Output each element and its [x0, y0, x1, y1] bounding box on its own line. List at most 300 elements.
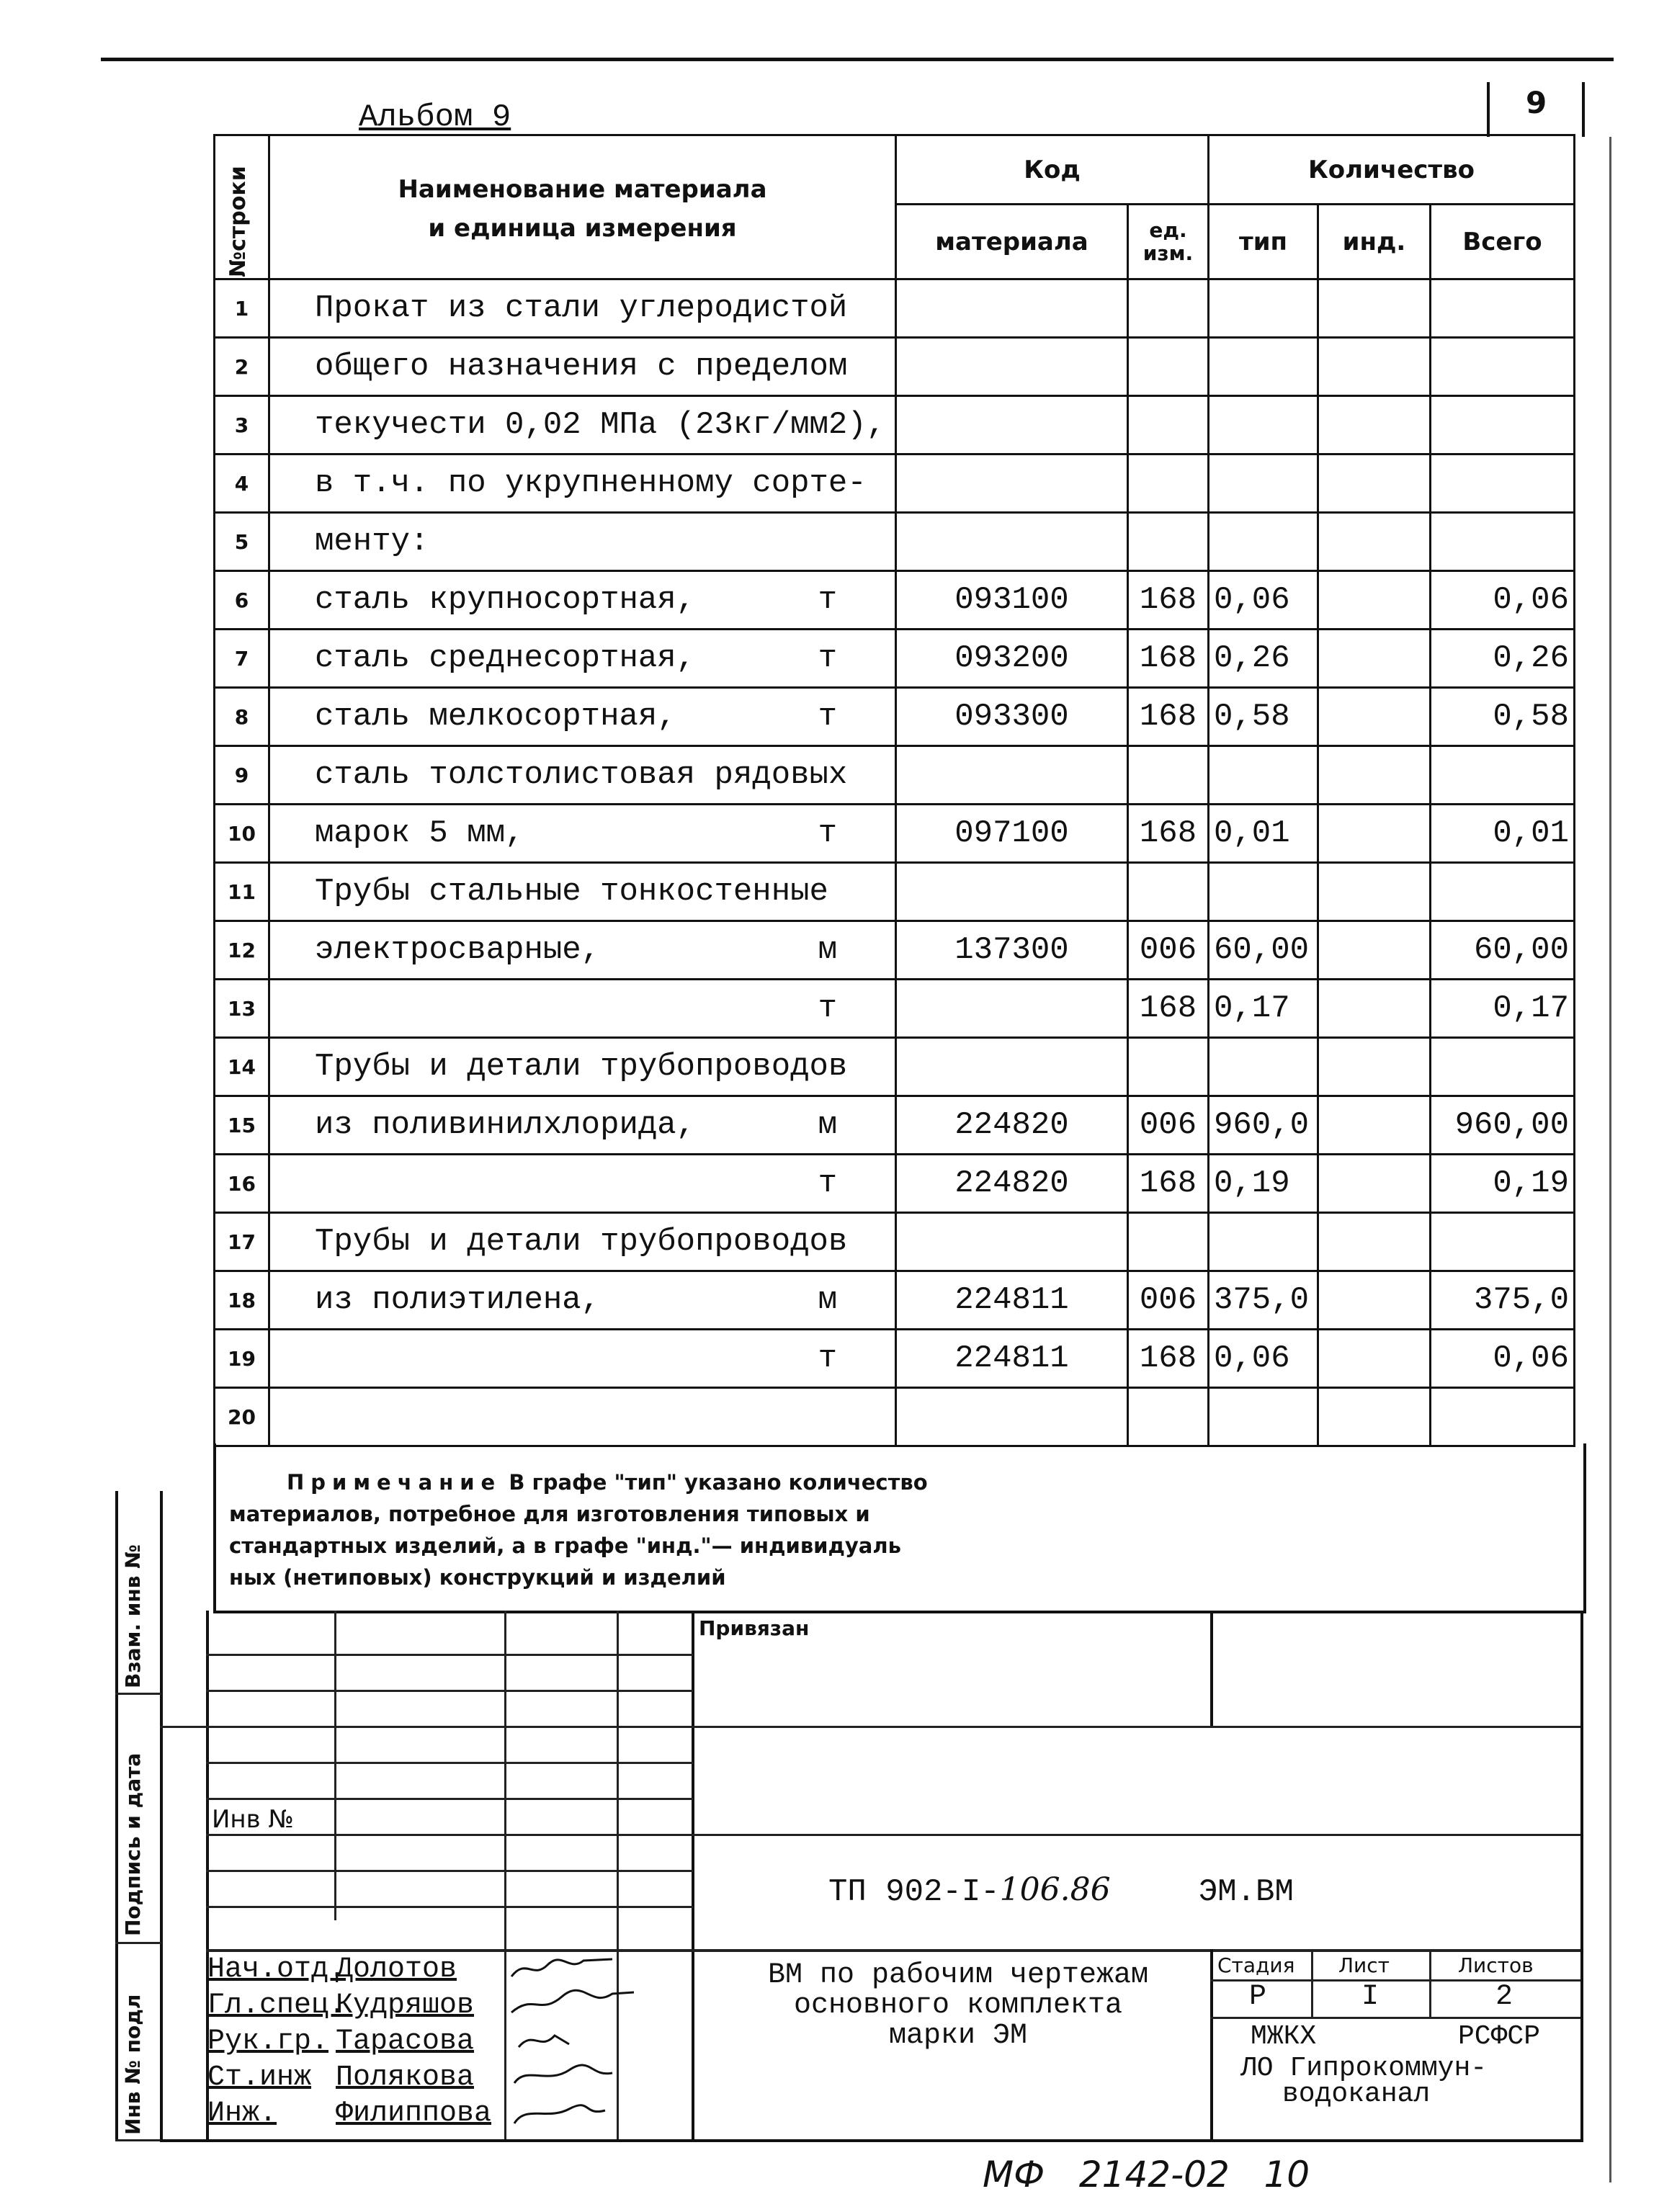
sheet-value: I: [1361, 1981, 1379, 2013]
unit-header-line2: изм.: [1142, 241, 1194, 265]
material-name-text: из полиэтилена,: [315, 1282, 601, 1318]
signature-1: [511, 1959, 612, 1976]
material-name-text: текучести 0,02 МПа (23кг/мм2),: [315, 407, 886, 443]
material-code: [896, 1213, 1128, 1271]
unit-code: [1128, 1213, 1209, 1271]
qty-total: [1431, 1213, 1575, 1271]
qty-typ-text: 0,58: [1214, 699, 1290, 735]
stamp-row-6: [206, 1834, 693, 1836]
table-row: [215, 513, 1575, 571]
qty-total: [1431, 513, 1575, 571]
material-code: [896, 746, 1128, 805]
qty-typ-text: 0,01: [1214, 815, 1290, 851]
qty-typ: [1209, 863, 1318, 921]
material-name-text: менту:: [315, 524, 429, 560]
material-code: [896, 396, 1128, 455]
material-name-text: Трубы стальные тонкостенные: [315, 874, 828, 910]
unit-code: [1128, 688, 1209, 746]
qty-typ: [1209, 1155, 1318, 1213]
page-number: 9: [1526, 85, 1547, 120]
material-code-text: 224811: [954, 1340, 1069, 1376]
material-name: [269, 1330, 896, 1388]
qty-total: [1431, 1038, 1575, 1096]
unit-code: [1128, 455, 1209, 513]
row-number-text: 11: [228, 879, 256, 904]
row-number: [215, 863, 269, 921]
material-name: [269, 279, 896, 338]
row-number-text: 16: [228, 1171, 256, 1196]
quantity-header: Количество: [1209, 135, 1575, 205]
material-code: [896, 1330, 1128, 1388]
org-line1: МЖКХ: [1251, 2021, 1317, 2052]
qty-ind: [1318, 455, 1431, 513]
stamp-upper-split: [1210, 1611, 1213, 1726]
qty-typ-text: 60,00: [1214, 932, 1310, 968]
unit-code: [1128, 980, 1209, 1038]
material-code-text: 093200: [954, 640, 1069, 676]
qty-typ-text: 0,26: [1214, 640, 1290, 676]
row-number: [215, 513, 269, 571]
qty-typ: [1209, 688, 1318, 746]
unit-header-line1: ед.: [1149, 218, 1187, 242]
material-code-text: 097100: [954, 815, 1069, 851]
unit-of-measure: т: [818, 1340, 837, 1376]
row-number: [215, 396, 269, 455]
material-code-text: 093300: [954, 699, 1069, 735]
material-name-text: Трубы и детали трубопроводов: [315, 1224, 848, 1260]
org-line3: водоканал: [1282, 2079, 1431, 2110]
sheets-value: 2: [1495, 1981, 1513, 2013]
row-number: [215, 455, 269, 513]
qty-total-text: 60,00: [1473, 932, 1569, 968]
qty-total-text: 0,19: [1493, 1165, 1569, 1201]
table-row: [215, 1096, 1575, 1155]
table-row: [215, 455, 1575, 513]
qty-typ: [1209, 571, 1318, 630]
material-code: [896, 513, 1128, 571]
org-line2: ЛО Гипрокоммун-: [1240, 2053, 1488, 2084]
row-number-text: 15: [228, 1113, 256, 1137]
stamp-title: [720, 1961, 1196, 2051]
unit-code: [1128, 338, 1209, 396]
material-code: [896, 1388, 1128, 1446]
unit-code: [1128, 513, 1209, 571]
qty-total-text: 0,01: [1493, 815, 1569, 851]
material-code-text: 224820: [954, 1165, 1069, 1201]
person-name: Тарасова: [336, 2025, 475, 2058]
doc-mark: ЭМ.ВМ: [1198, 1874, 1294, 1910]
unit-code: [1128, 1271, 1209, 1330]
qty-typ: [1209, 746, 1318, 805]
person-role: Рук.гр.: [207, 2025, 329, 2058]
qty-ind: [1318, 1330, 1431, 1388]
row-number-text: 8: [234, 704, 249, 729]
qty-ind: [1318, 396, 1431, 455]
qty-ind: [1318, 571, 1431, 630]
material-name: [269, 396, 896, 455]
note-line4: ных (нетиповых) конструкций и изделий: [229, 1565, 726, 1590]
qty-typ-text: 0,19: [1214, 1165, 1290, 1201]
unit-code-text: 168: [1139, 582, 1197, 618]
qty-ind: [1318, 279, 1431, 338]
material-name-text: Трубы и детали трубопроводов: [315, 1049, 848, 1085]
qty-ind: [1318, 1388, 1431, 1446]
qty-ind: [1318, 746, 1431, 805]
table-row: [215, 279, 1575, 338]
qty-typ: [1209, 921, 1318, 980]
qty-total: [1431, 805, 1575, 863]
qty-ind: [1318, 1155, 1431, 1213]
side-label-inv-podl: Инв № подл: [121, 1994, 145, 2135]
margin-strip-left: [115, 1491, 118, 2139]
margin-strip-sep2: [115, 1942, 161, 1944]
qty-typ: [1209, 455, 1318, 513]
side-label-podpis: Подпись и дата: [121, 1752, 145, 1936]
row-number-text: 3: [234, 413, 249, 437]
stamp-code-top: [692, 1834, 1580, 1836]
qty-typ-text: 375,0: [1214, 1282, 1310, 1318]
qty-total: [1431, 455, 1575, 513]
signature-4: [514, 2065, 612, 2083]
row-number: [215, 1096, 269, 1155]
unit-code: [1128, 863, 1209, 921]
side-label-vzam: Взам. инв №: [121, 1544, 145, 1688]
unit-code-text: 168: [1139, 815, 1197, 851]
table-row: [215, 1038, 1575, 1096]
material-code: [896, 1038, 1128, 1096]
stamp-stage-col2: [1429, 1949, 1431, 2017]
margin-strip-sep1: [115, 1693, 161, 1695]
row-number-text: 1: [234, 296, 249, 321]
note-line3: стандартных изделий, а в графе "инд."— индивидуаль: [229, 1533, 901, 1558]
material-name: [269, 338, 896, 396]
signature-2: [511, 1990, 634, 2012]
row-number-text: 12: [228, 938, 256, 962]
signature-5: [514, 2105, 605, 2123]
unit-of-measure: т: [818, 640, 837, 676]
material-name-text: марок 5 мм,: [315, 815, 524, 851]
note-line2: материалов, потребное для изготовления типовых и: [229, 1502, 870, 1526]
qty-typ: [1209, 1271, 1318, 1330]
material-name-text: из поливинилхлорида,: [315, 1107, 696, 1143]
unit-code-text: 168: [1139, 990, 1197, 1026]
unit-of-measure: т: [818, 815, 837, 851]
row-number-text: 10: [228, 821, 256, 846]
specification-table: [213, 134, 1575, 1447]
unit-code: [1128, 1096, 1209, 1155]
material-code: [896, 571, 1128, 630]
material-name: [269, 1038, 896, 1096]
qty-ind: [1318, 513, 1431, 571]
row-number-text: 13: [228, 996, 256, 1021]
name-header-line1: Наименование материала: [398, 175, 767, 204]
unit-of-measure: т: [818, 582, 837, 618]
note-title: Примечание: [287, 1470, 502, 1495]
row-number-text: 4: [234, 471, 249, 496]
signature-3: [519, 2036, 569, 2047]
row-no-header: [215, 135, 269, 279]
material-code: [896, 1096, 1128, 1155]
stamp-title-line3: марки ЭМ: [888, 2020, 1028, 2052]
document-code: [828, 1871, 1294, 1910]
stamp-stage-col1: [1311, 1949, 1313, 2017]
qty-total-text: 0,06: [1493, 582, 1569, 618]
qty-total: [1431, 1271, 1575, 1330]
row-number: [215, 921, 269, 980]
qty-typ-text: 0,17: [1214, 990, 1290, 1026]
table-row: [215, 863, 1575, 921]
row-number-text: 20: [228, 1405, 256, 1429]
material-code: [896, 980, 1128, 1038]
person-name: Кудряшов: [336, 1989, 475, 2022]
material-name: [269, 746, 896, 805]
stamp-row-8: [206, 1906, 693, 1908]
code-header: Код: [896, 135, 1209, 205]
unit-code: [1128, 1388, 1209, 1446]
qty-total-text: 0,17: [1493, 990, 1569, 1026]
qty-ind: [1318, 338, 1431, 396]
table-row: [215, 1155, 1575, 1213]
material-name-text: сталь крупносортная,: [315, 582, 696, 618]
qty-typ: [1209, 1096, 1318, 1155]
stamp-row-3: [160, 1726, 693, 1728]
album-title: Альбом 9: [359, 99, 511, 135]
stamp-upper-bottom: [692, 1726, 1580, 1728]
row-number: [215, 1038, 269, 1096]
material-name: [269, 630, 896, 688]
table-row: [215, 630, 1575, 688]
qty-total-text: 0,06: [1493, 1340, 1569, 1376]
table-row: [215, 980, 1575, 1038]
unit-code-text: 006: [1139, 932, 1197, 968]
material-code: [896, 338, 1128, 396]
unit-code: [1128, 746, 1209, 805]
row-number-text: 6: [234, 588, 249, 612]
stamp-row-7: [206, 1870, 693, 1872]
material-name: [269, 1155, 896, 1213]
qty-total: [1431, 630, 1575, 688]
row-number-text: 17: [228, 1230, 256, 1254]
note-text: [229, 1467, 928, 1593]
unit-code-text: 006: [1139, 1282, 1197, 1318]
table-row: [215, 1388, 1575, 1446]
qty-typ-text: 0,06: [1214, 1340, 1290, 1376]
person-role: Гл.спец.: [207, 1989, 346, 2022]
row-no-header-text: №строки: [225, 166, 251, 277]
material-code: [896, 455, 1128, 513]
material-name-text: в т.ч. по укрупненному сорте-: [315, 465, 867, 501]
stamp-row-4: [206, 1762, 693, 1764]
unit-code-text: 168: [1139, 699, 1197, 735]
material-code: [896, 921, 1128, 980]
material-name-text: электросварные,: [315, 932, 601, 968]
unit-code-text: 168: [1139, 1340, 1197, 1376]
qty-ind: [1318, 805, 1431, 863]
material-name: [269, 455, 896, 513]
unit-code-text: 168: [1139, 640, 1197, 676]
qty-total-text: 0,26: [1493, 640, 1569, 676]
unit-of-measure: м: [818, 1107, 837, 1143]
total-header: Всего: [1431, 205, 1575, 279]
row-number: [215, 1388, 269, 1446]
qty-total: [1431, 396, 1575, 455]
typ-header: тип: [1209, 205, 1318, 279]
stamp-title-split: [1210, 1949, 1213, 2139]
qty-typ: [1209, 1213, 1318, 1271]
qty-typ: [1209, 980, 1318, 1038]
table-row: [215, 571, 1575, 630]
row-number: [215, 1330, 269, 1388]
table-row: [215, 1213, 1575, 1271]
person-name: Филиппова: [336, 2097, 492, 2130]
person-role: Ст.инж: [207, 2061, 312, 2094]
stamp-row-2: [206, 1690, 693, 1692]
signatures: [504, 1951, 648, 2139]
doc-code-print: ТП 902-I-: [828, 1874, 1000, 1910]
stamp-row-1: [206, 1654, 693, 1656]
unit-code: [1128, 1330, 1209, 1388]
table-row: [215, 746, 1575, 805]
row-number: [215, 630, 269, 688]
material-code: [896, 805, 1128, 863]
unit-of-measure: т: [818, 990, 837, 1026]
material-name: [269, 1271, 896, 1330]
material-code-text: 093100: [954, 582, 1069, 618]
stamp-row-5: [206, 1798, 693, 1800]
table-row: [215, 1271, 1575, 1330]
org-line1b: РСФСР: [1458, 2021, 1541, 2052]
unit-code-text: 168: [1139, 1165, 1197, 1201]
qty-typ: [1209, 513, 1318, 571]
row-number: [215, 1213, 269, 1271]
footer-handwritten: МФ 2142-02 10: [983, 2154, 1310, 2195]
unit-code: [1128, 396, 1209, 455]
qty-ind: [1318, 1271, 1431, 1330]
qty-total: [1431, 1096, 1575, 1155]
stamp-title-line2: основного комплекта: [793, 1989, 1123, 2022]
material-name: [269, 805, 896, 863]
stamp-stage-val-row: [1210, 2017, 1580, 2019]
material-code: [896, 688, 1128, 746]
material-name: [269, 571, 896, 630]
material-code: [896, 630, 1128, 688]
qty-total-text: 960,00: [1454, 1107, 1569, 1143]
margin-strip-sep3: [115, 2139, 161, 2141]
qty-total: [1431, 980, 1575, 1038]
person-role: Нач.отд.: [207, 1953, 346, 1986]
qty-typ: [1209, 1038, 1318, 1096]
table-row: [215, 1330, 1575, 1388]
unit-code: [1128, 630, 1209, 688]
qty-total: [1431, 1388, 1575, 1446]
qty-ind: [1318, 688, 1431, 746]
qty-typ-text: 960,0: [1214, 1107, 1310, 1143]
doc-code-hand: 106.86: [999, 1871, 1111, 1908]
unit-code: [1128, 279, 1209, 338]
qty-ind: [1318, 921, 1431, 980]
material-name-text: сталь мелкосортная,: [315, 699, 676, 735]
material-name-text: сталь среднесортная,: [315, 640, 696, 676]
qty-total-text: 0,58: [1493, 699, 1569, 735]
row-number: [215, 980, 269, 1038]
material-code: [896, 1155, 1128, 1213]
privyazan-label: Привязан: [699, 1616, 810, 1640]
material-code: [896, 863, 1128, 921]
unit-code-text: 006: [1139, 1107, 1197, 1143]
table-row: [215, 338, 1575, 396]
qty-total: [1431, 921, 1575, 980]
material-name: [269, 1388, 896, 1446]
qty-typ: [1209, 1388, 1318, 1446]
qty-ind: [1318, 980, 1431, 1038]
material-code: [896, 1271, 1128, 1330]
sheet-label: Лист: [1338, 1953, 1390, 1977]
qty-typ: [1209, 1330, 1318, 1388]
qty-total: [1431, 571, 1575, 630]
qty-typ: [1209, 630, 1318, 688]
qty-ind: [1318, 1213, 1431, 1271]
person-role: Инж.: [207, 2097, 277, 2130]
sheets-label: Листов: [1458, 1953, 1534, 1977]
qty-ind: [1318, 630, 1431, 688]
qty-typ: [1209, 805, 1318, 863]
stage-label: Стадия: [1217, 1953, 1295, 1977]
unit-of-measure: м: [818, 932, 837, 968]
material-name: [269, 688, 896, 746]
qty-total-text: 375,0: [1473, 1282, 1569, 1318]
material-name: [269, 513, 896, 571]
qty-ind: [1318, 1096, 1431, 1155]
top-rule: [101, 58, 1614, 61]
row-number-text: 2: [234, 354, 249, 379]
person-name: Полякова: [336, 2061, 475, 2094]
qty-ind: [1318, 1038, 1431, 1096]
unit-header: [1128, 205, 1209, 279]
unit-code: [1128, 1038, 1209, 1096]
qty-total: [1431, 338, 1575, 396]
unit-code: [1128, 1155, 1209, 1213]
table-row: [215, 688, 1575, 746]
row-number-text: 5: [234, 529, 249, 554]
table-row: [215, 396, 1575, 455]
unit-of-measure: т: [818, 1165, 837, 1201]
material-name: [269, 1213, 896, 1271]
row-number: [215, 746, 269, 805]
material-name: [269, 921, 896, 980]
material-code-text: 224811: [954, 1282, 1069, 1318]
qty-typ: [1209, 279, 1318, 338]
qty-total: [1431, 688, 1575, 746]
stamp-title-line1: ВМ по рабочим чертежам: [767, 1959, 1149, 1992]
material-name-text: сталь толстолистовая рядовых: [315, 757, 848, 793]
unit-of-measure: м: [818, 1282, 837, 1318]
row-number-text: 9: [234, 763, 249, 787]
row-number-text: 7: [234, 646, 249, 671]
row-number: [215, 338, 269, 396]
note-line1: В графе "тип" указано количество: [509, 1470, 928, 1495]
inv-no-label: Инв №: [212, 1805, 294, 1834]
table-row: [215, 805, 1575, 863]
row-number: [215, 571, 269, 630]
table-row: [215, 921, 1575, 980]
qty-total: [1431, 1330, 1575, 1388]
qty-typ-text: 0,06: [1214, 582, 1290, 618]
material-code: [896, 279, 1128, 338]
material-code-text: 224820: [954, 1107, 1069, 1143]
material-code-text: 137300: [954, 932, 1069, 968]
row-number: [215, 805, 269, 863]
material-name: [269, 1096, 896, 1155]
